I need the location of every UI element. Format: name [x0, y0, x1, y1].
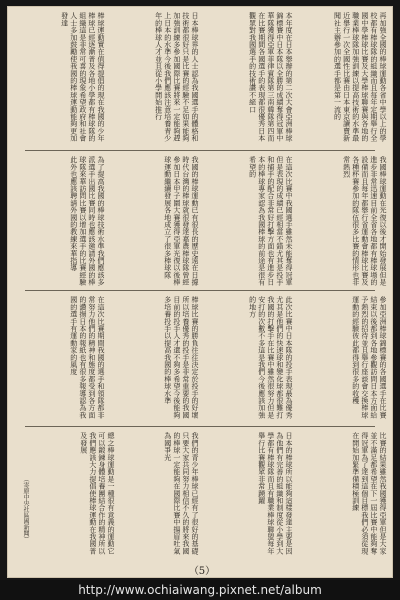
- text-column: 日本的棒球所以能夠這樣發達主要是因為他們有完善的組織和制度從小學到大學都有棒球隊而且有職業棒球聯盟每年舉行比賽觀眾非常踴躍: [257, 432, 293, 555]
- column-rule: [25, 290, 375, 291]
- watermark-url: http://www.ochiaiwang.pixnet.net/album: [0, 580, 400, 600]
- text-column: 本年度在日本舉辦的第二次大會亞洲棒球錦標賽中日本隊以全勝的成績奪得冠軍中華隊獲得亞軍菲律賓隊第三南韓隊第四而在比賽期間各國選手的表現都很優秀日本觀眾對我國選手的技術讚不絕口: [248, 12, 293, 142]
- text-column: 日本棒球界的人士認為我國選手的體格和技術都很好只是比賽的經驗不足如果能夠加強訓練多參加國際比賽將來一定能夠趕上日本的水準今後我們應該注意培養青少年的棒球人才並且從小學開始推行: [154, 12, 199, 142]
- source-citation: （寄原中央社區國新聞）: [22, 476, 29, 542]
- column-rule: [25, 426, 375, 427]
- text-column: 在這次比賽期間我國的選手和領隊都非常努力他們的精神和態度都受到各方面的讚揚日本的報紙也有很多報導認為我國的選手有運動家的風度: [69, 296, 105, 419]
- text-column: 棒球比賽的勝負往往決定於投手的好壞所以培養優秀的投手是非常重要的我國目前的投手人才還不夠多希望今後能夠多培養投手以提高我國的棒球水準: [163, 296, 199, 419]
- text-column: 比賽的結果雖然我國獲得亞軍但是大家並不滿足都希望在下一屆比賽中能夠奪得冠軍為了達到這個目標我們必須從現在開始加緊準備積極訓練: [351, 432, 387, 555]
- text-column: 參加亞洲棒球錦標賽的各國選手在比賽結束以後都到各地參觀訪問日本方面給予熱烈的招待並且舉行座談會交換棒球運動的經驗彼此都得到很多的收穫: [351, 296, 387, 419]
- text-column: 我國的棒球運動已有很長的歷史遠在日據時代台灣的棒球就很發達嘉農棒球隊曾經參加日本甲子園大賽獲得亞軍光復以後棒球運動繼續發展各地成立了很多棒球隊: [163, 156, 199, 286]
- page-number: （5）: [188, 566, 216, 577]
- text-column: 此次比賽中日本隊的投手表現最為優秀尤其是他們的快速球和變化球都很難打我國的打擊手在比賽中雖然很努力但是安打的次數不多這是我們今後應該加強的地方: [248, 296, 293, 419]
- text-column: 為了提高我國的棒球技術水準我們應該多派選手出國比賽同時也應該邀請外國的棒球隊來華訪問比賽以增加選手的比賽經驗此外也應該聘請外國的教練來華指導: [69, 156, 105, 286]
- text-column: 我們的青少年棒球已經有了很好的基礎只要大家共同努力相信不久的將來我國的棒球一定能夠在國際比賽中揚眉吐氣為國爭光: [163, 432, 199, 555]
- text-column: 再加強全國的棒球運動各省中學以上的學校都有棒球隊的組織而且每年定期舉行全國中學棒球比賽及大學棒球聯賽與各地的職業棒球隊加強訓練以提高技術的水準最近舉行一次全國性比賽由日本東京讀賣新聞社主辦參加的選手都是第一流的: [333, 12, 387, 142]
- column-rule: [25, 150, 375, 151]
- text-column: 我國棒球運動在光復以後才開始發展但是進步非常迅速目前全省各地都有棒球場的設備而且每年都舉行省運動會棒球比賽及各種杯賽參加的隊伍很多比賽的情形也非常熱烈: [342, 156, 387, 286]
- text-column: 在這次比賽中我國選手雖然未能奪得冠軍但是表現的成績已經相當不錯尤其是投手和捕手的配合非常好打擊方面也有進步日本的棒球專家認為我國棒球的前途是很有希望的: [248, 156, 293, 286]
- text-column: 棒球運動實在值得提倡的現在我國的少年棒球已經逐漸普及各地小學都有棒球隊的組織這是非常可喜的現象希望政府和社會人士多加鼓勵使我國的棒球運動能夠更加發達: [60, 12, 105, 142]
- text-column: 總之棒球運動是一種很有意義的運動它可以鍛鍊身體培養團結合作的精神所以我們應該大力提倡使棒球運動在我國普及發展: [79, 432, 115, 555]
- magazine-page: [7, 6, 393, 578]
